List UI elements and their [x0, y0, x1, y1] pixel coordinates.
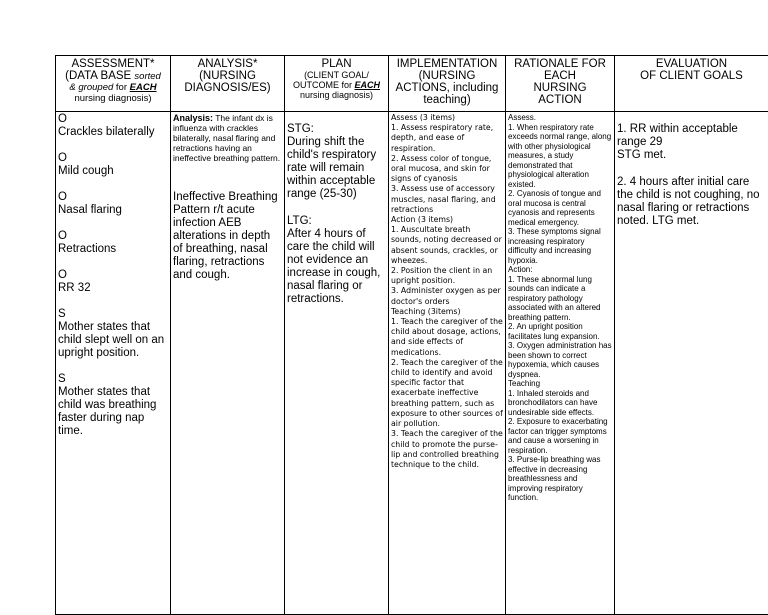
rationale-header-line4: ACTION	[508, 94, 612, 106]
evaluation-item-2: 2. 4 hours after initial care the child is not coughing, no nasal flaring or retractions noted. LTG met.	[617, 176, 766, 228]
evaluation-header-title: EVALUATION	[617, 58, 766, 70]
assessment-text: RR 32	[58, 282, 168, 295]
care-plan-table	[55, 55, 768, 615]
assessment-entry	[58, 152, 168, 178]
spacer	[287, 113, 386, 123]
assessment-header-sub	[58, 70, 168, 82]
assessment-type: O	[58, 230, 168, 243]
assessment-type: S	[58, 373, 168, 386]
plan-header-each: EACH	[355, 80, 381, 90]
evaluation-header	[615, 56, 768, 112]
implementation-header-title: IMPLEMENTATION	[391, 58, 503, 70]
rationale-header-line2: EACH	[508, 70, 612, 82]
spacer	[173, 163, 282, 191]
spacer	[58, 360, 168, 373]
analysis-summary-text: The infant dx is influenza with crackles bilaterally, nasal flaring and retractions having an ineffective breathing pattern.	[173, 113, 280, 163]
assessment-type: S	[58, 308, 168, 321]
header-row	[56, 56, 768, 112]
evaluation-item-1: 1. RR within acceptable range 29 STG met.	[617, 123, 766, 162]
analysis-cell	[171, 112, 285, 615]
assessment-entry	[58, 269, 168, 295]
implementation-header	[389, 56, 506, 112]
spacer	[617, 162, 766, 176]
assessment-entry	[58, 230, 168, 256]
assessment-header-title: ASSESSMENT*	[58, 58, 168, 70]
assessment-text: Mild cough	[58, 165, 168, 178]
plan-cell	[285, 112, 389, 615]
assessment-header-grouped	[58, 82, 168, 93]
analysis-label: Analysis:	[173, 113, 213, 123]
assessment-type: O	[58, 269, 168, 282]
implementation-header-line2: (NURSING	[391, 70, 503, 82]
rationale-cell	[506, 112, 615, 615]
assessment-header-for: for	[113, 82, 129, 93]
spacer	[58, 139, 168, 152]
rationale-header	[506, 56, 615, 112]
assessment-entry	[58, 113, 168, 139]
assessment-header-each: EACH	[130, 82, 157, 93]
evaluation-cell	[615, 112, 768, 615]
rationale-text: Assess. 1. When respiratory rate exceeds normal range, along with other physiological measures, a study demonstrated that physiological alteration existed. 2. Cyanosis of tongue and oral mucosa is central cyanosis and represents medical emergency. 3. These symptoms signal increasing respiratory difficulty and increasing hypoxia. Action: 1. These abnormal lung sounds can indicate a respiratory pathology associated with an altered breathing pattern. 2. An upright position facilitates lung expansion. 3. Oxygen administration has been shown to correct hypoxemia, which causes dyspnea. Teaching 1. Inhaled steroids and bronchodilators can have undesirable side effects. 2. Exposure to exacerbating factor can trigger symptoms and cause a worsening in respiration. 3. Purse-lip breathing was effective in decreasing breathlessness and improving respiratory function.	[508, 113, 612, 503]
spacer	[58, 217, 168, 230]
analysis-header-line3: DIAGNOSIS/ES)	[173, 82, 282, 94]
assessment-header-grouped-text: & grouped	[69, 82, 113, 93]
plan-ltg-label: LTG:	[287, 215, 386, 228]
assessment-entry	[58, 373, 168, 438]
plan-ltg-text: After 4 hours of care the child will not evidence an increase in cough, nasal flaring or retractions.	[287, 228, 386, 306]
analysis-header-title: ANALYSIS*	[173, 58, 282, 70]
assessment-header-database: (DATA BASE	[65, 70, 134, 82]
assessment-text: Mother states that child slept well on an upright position.	[58, 321, 168, 360]
implementation-cell	[389, 112, 506, 615]
spacer	[58, 256, 168, 269]
spacer	[58, 295, 168, 308]
spacer	[58, 178, 168, 191]
rationale-header-line3: NURSING	[508, 82, 612, 94]
assessment-text: Mother states that child was breathing faster during nap time.	[58, 386, 168, 438]
assessment-header	[56, 56, 171, 112]
assessment-header-sorted: sorted	[134, 71, 160, 82]
plan-header-line3	[287, 80, 386, 90]
plan-stg-text: During shift the child's respiratory rate will remain within acceptable range (25-30)	[287, 136, 386, 201]
plan-header-outcome: OUTCOME for	[293, 80, 355, 90]
evaluation-header-line2: OF CLIENT GOALS	[617, 70, 766, 82]
plan-header-line4: nursing diagnosis)	[287, 90, 386, 100]
assessment-type: O	[58, 113, 168, 126]
plan-header	[285, 56, 389, 112]
spacer	[287, 201, 386, 215]
assessment-entry	[58, 308, 168, 360]
plan-header-line2: (CLIENT GOAL/	[287, 70, 386, 80]
assessment-type: O	[58, 152, 168, 165]
assessment-text: Nasal flaring	[58, 204, 168, 217]
assessment-type: O	[58, 191, 168, 204]
implementation-header-line3: ACTIONS, including	[391, 82, 503, 94]
analysis-summary	[173, 113, 282, 163]
implementation-header-line4: teaching)	[391, 94, 503, 106]
assessment-text: Crackles bilaterally	[58, 126, 168, 139]
plan-header-title: PLAN	[287, 58, 386, 70]
assessment-cell	[56, 112, 171, 615]
assessment-header-nursing-dx: nursing diagnosis)	[58, 93, 168, 104]
rationale-header-title: RATIONALE FOR	[508, 58, 612, 70]
analysis-header-line2: (NURSING	[173, 70, 282, 82]
assessment-entry	[58, 191, 168, 217]
implementation-text: Assess (3 items) 1. Assess respiratory rate, depth, and ease of respiration. 2. Assess color of tongue, oral mucosa, and skin for signs of cyanosis 3. Assess use of accessory muscles, nasal flaring, and retractions Action (3 items) 1. Auscultate breath sounds, noting decreased or absent sounds, crackles, or wheezes. 2. Position the client in an upright position. 3. Administer oxygen as per doctor's orders Teaching (3items) 1. Teach the caregiver of the child about dosage, actions, and side effects of medications. 2. Teach the caregiver of the child to identify and avoid specific factor that exacerbate ineffective breathing pattern, such as exposure to other sources of air pollution. 3. Teach the caregiver of the child to promote the purse-lip and controlled breathing technique to the child.	[391, 113, 503, 470]
assessment-text: Retractions	[58, 243, 168, 256]
spacer	[617, 113, 766, 123]
plan-stg-label: STG:	[287, 123, 386, 136]
analysis-diagnosis: Ineffective Breathing Pattern r/t acute infection AEB alterations in depth of breathing, nasal flaring, retractions and cough.	[173, 191, 282, 282]
analysis-header	[171, 56, 285, 112]
body-row	[56, 112, 768, 615]
